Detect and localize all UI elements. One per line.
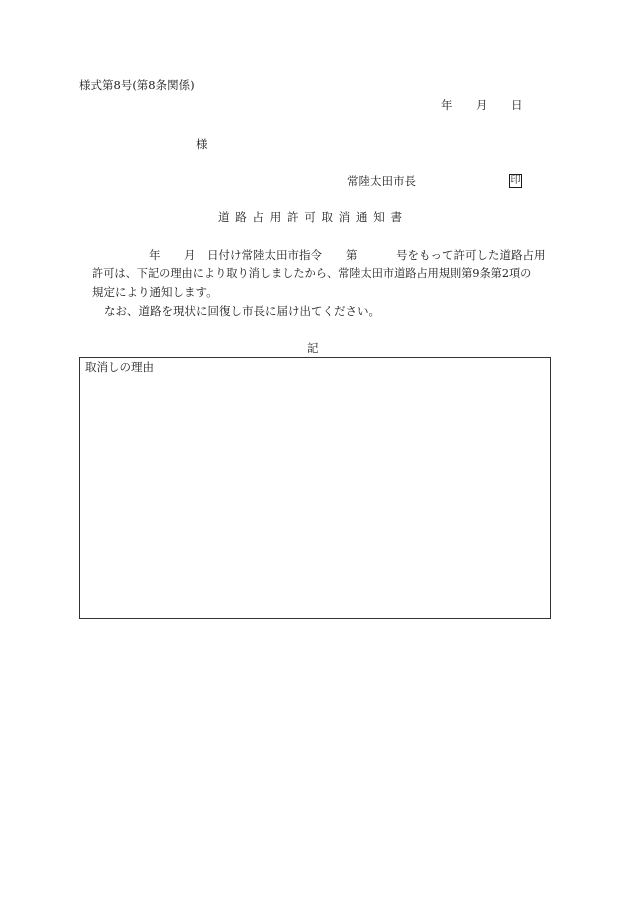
body-line-1-rest: 号をもって許可した道路占用 (396, 248, 546, 262)
date-month-label: 月 (476, 98, 488, 112)
body-line-2: 許可は、下記の理由により取り消しましたから、常陸太田市道路占用規則第9条第2項の (92, 267, 532, 280)
body-number-prefix: 第 (346, 248, 358, 262)
form-number: 様式第8号(第8条関係) (79, 78, 195, 92)
ki-heading: 記 (307, 341, 319, 355)
issuer-name: 常陸太田市長 (347, 174, 416, 188)
body-month-label: 月 (184, 248, 196, 262)
seal-mark: 印 (510, 175, 521, 186)
reason-label: 取消しの理由 (85, 360, 154, 374)
body-line-4: なお、道路を現状に回復し市長に届け出てください。 (104, 304, 380, 318)
body-line-3: 規定により通知します。 (92, 285, 218, 299)
addressee-suffix: 様 (196, 137, 208, 151)
date-day-label: 日 (511, 98, 523, 112)
body-date-text: 日付け常陸太田市指令 (207, 248, 322, 262)
date-year-label: 年 (441, 98, 453, 112)
reason-box (79, 357, 551, 619)
document-title: 道路占用許可取消通知書 (218, 210, 408, 224)
body-year-label: 年 (149, 248, 161, 262)
